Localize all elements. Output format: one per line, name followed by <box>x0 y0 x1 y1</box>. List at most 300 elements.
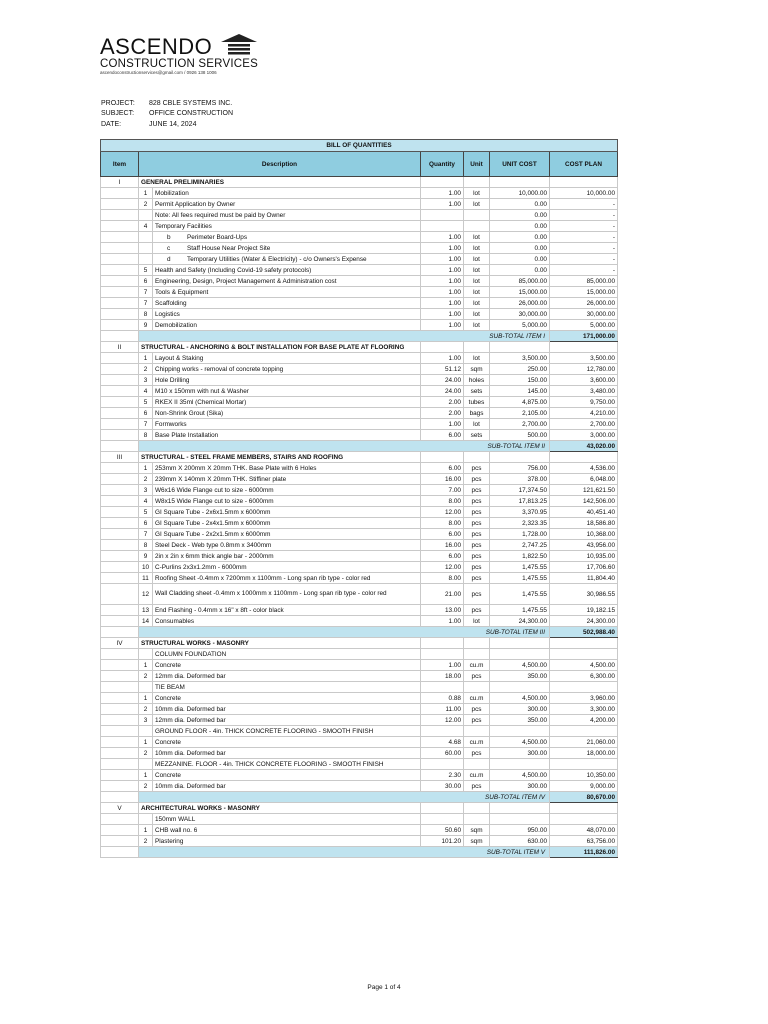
unit-cell: sets <box>464 430 490 441</box>
unit-cost-cell: 1,475.55 <box>490 573 550 584</box>
unit-cost-cell: 2,747.25 <box>490 540 550 551</box>
item-cell <box>101 210 139 221</box>
description-cell: M10 x 150mm with nut & Washer <box>153 386 421 397</box>
line-number: 7 <box>139 287 153 298</box>
quantity-cell <box>421 649 464 660</box>
table-row <box>101 693 618 704</box>
unit-cost-cell: 1,822.50 <box>490 551 550 562</box>
quantity-cell: 6.00 <box>421 463 464 474</box>
description-cell: COLUMN FOUNDATION <box>153 649 421 660</box>
cost-plan-cell: 3,600.00 <box>550 375 618 386</box>
sub-letter: b <box>167 233 171 241</box>
blank-cell <box>464 638 490 649</box>
item-cell <box>101 232 139 243</box>
line-number: 2 <box>139 836 153 847</box>
quantity-cell: 2.30 <box>421 770 464 781</box>
item-cell <box>101 605 139 616</box>
cost-plan-cell: 121,621.50 <box>550 485 618 496</box>
item-cell <box>101 320 139 331</box>
subtotal-value: 502,988.40 <box>550 627 618 638</box>
line-number: 1 <box>139 737 153 748</box>
quantity-cell: 2.00 <box>421 397 464 408</box>
quantity-cell: 1.00 <box>421 298 464 309</box>
item-cell <box>101 254 139 265</box>
unit-cell: lot <box>464 353 490 364</box>
section-number: V <box>101 803 139 814</box>
cost-plan-cell: 2,700.00 <box>550 419 618 430</box>
subtotal-row <box>101 792 618 803</box>
blank-cell <box>421 638 464 649</box>
table-row <box>101 474 618 485</box>
description-cell: GROUND FLOOR - 4in. THICK CONCRETE FLOORING - SMOOTH FINISH <box>153 726 421 737</box>
table-row <box>101 814 618 825</box>
table-row <box>101 682 618 693</box>
cost-plan-cell: 10,368.00 <box>550 529 618 540</box>
line-number: 10 <box>139 562 153 573</box>
cost-plan-cell: 9,000.00 <box>550 781 618 792</box>
blank-cell <box>490 177 550 188</box>
table-row <box>101 737 618 748</box>
sub-letter: d <box>167 255 171 263</box>
description-cell: End Flashing - 0.4mm x 16" x 8ft - color black <box>153 605 421 616</box>
unit-cell: cu.m <box>464 737 490 748</box>
project-info-value: OFFICE CONSTRUCTION <box>149 110 233 118</box>
unit-cost-cell: 1,475.55 <box>490 584 550 605</box>
line-number: 4 <box>139 221 153 232</box>
cost-plan-cell: 3,480.00 <box>550 386 618 397</box>
table-row <box>101 375 618 386</box>
quantity-cell: 16.00 <box>421 474 464 485</box>
unit-cost-cell: 0.00 <box>490 210 550 221</box>
line-number <box>139 232 153 243</box>
unit-cell: pcs <box>464 485 490 496</box>
quantity-cell: 8.00 <box>421 573 464 584</box>
unit-cell <box>464 814 490 825</box>
description-cell: 2in x 2in x 6mm thick angle bar - 2000mm <box>153 551 421 562</box>
cost-plan-cell: 4,536.00 <box>550 463 618 474</box>
description-cell: Engineering, Design, Project Management & Administration cost <box>153 276 421 287</box>
quantity-cell: 4.68 <box>421 737 464 748</box>
subtotal-value: 80,670.00 <box>550 792 618 803</box>
table-row <box>101 562 618 573</box>
company-name: ASCENDO <box>100 34 213 59</box>
blank-cell <box>421 342 464 353</box>
description-cell: Base Plate Installation <box>153 430 421 441</box>
project-info-value: JUNE 14, 2024 <box>149 120 197 128</box>
cost-plan-cell <box>550 649 618 660</box>
quantity-cell: 1.00 <box>421 287 464 298</box>
cost-plan-cell <box>550 682 618 693</box>
unit-cell: pcs <box>464 671 490 682</box>
unit-cell <box>464 759 490 770</box>
cost-plan-cell: 43,956.00 <box>550 540 618 551</box>
description-cell: 10mm dia. Deformed bar <box>153 704 421 715</box>
cost-plan-cell: 3,960.00 <box>550 693 618 704</box>
unit-cost-cell <box>490 649 550 660</box>
unit-cell <box>464 210 490 221</box>
description-cell: MEZZANINE. FLOOR - 4in. THICK CONCRETE FLOORING - SMOOTH FINISH <box>153 759 421 770</box>
table-row <box>101 660 618 671</box>
unit-cell: pcs <box>464 704 490 715</box>
description-cell <box>153 232 421 243</box>
quantity-cell: 1.00 <box>421 276 464 287</box>
unit-cell: pcs <box>464 584 490 605</box>
company-contact: ascendoconstructionservices@gmail.com / 0926 138 1006 <box>100 70 217 75</box>
table-row <box>101 649 618 660</box>
line-number: 2 <box>139 781 153 792</box>
blank-cell <box>464 177 490 188</box>
cost-plan-cell: 4,500.00 <box>550 660 618 671</box>
unit-cell: lot <box>464 419 490 430</box>
item-cell <box>101 540 139 551</box>
item-cell <box>101 397 139 408</box>
line-number: 1 <box>139 353 153 364</box>
cost-plan-cell: - <box>550 232 618 243</box>
line-number: 6 <box>139 276 153 287</box>
unit-cell: lot <box>464 309 490 320</box>
description-cell: 12mm dia. Deformed bar <box>153 671 421 682</box>
section-number: II <box>101 342 139 353</box>
item-cell <box>101 496 139 507</box>
description-text: Temporary Utilities (Water & Electricity) - c/o Owners's Expense <box>187 255 367 263</box>
line-number: 2 <box>139 704 153 715</box>
line-number: 5 <box>139 265 153 276</box>
description-cell: Wall Cladding sheet -0.4mm x 1000mm x 1100mm - Long span rib type - color red <box>153 584 421 605</box>
unit-cell: pcs <box>464 529 490 540</box>
table-row <box>101 825 618 836</box>
line-number: 12 <box>139 584 153 605</box>
cost-plan-cell: 11,804.40 <box>550 573 618 584</box>
quantity-cell: 12.00 <box>421 507 464 518</box>
quantity-cell: 1.00 <box>421 353 464 364</box>
unit-cell: pcs <box>464 496 490 507</box>
table-row <box>101 353 618 364</box>
quantity-cell: 11.00 <box>421 704 464 715</box>
sub-letter: c <box>167 244 171 252</box>
unit-cost-cell: 300.00 <box>490 781 550 792</box>
unit-cell: pcs <box>464 781 490 792</box>
cost-plan-cell: 21,060.00 <box>550 737 618 748</box>
line-number: 5 <box>139 507 153 518</box>
unit-cell: lot <box>464 616 490 627</box>
cost-plan-cell: 30,986.55 <box>550 584 618 605</box>
table-row <box>101 287 618 298</box>
line-number: 2 <box>139 474 153 485</box>
line-number: 9 <box>139 320 153 331</box>
quantity-cell: 30.00 <box>421 781 464 792</box>
item-cell <box>101 419 139 430</box>
item-cell <box>101 660 139 671</box>
unit-cost-cell: 0.00 <box>490 221 550 232</box>
description-cell: Roofing Sheet -0.4mm x 7200mm x 1100mm - Long span rib type - color red <box>153 573 421 584</box>
project-info-row <box>101 109 233 119</box>
quantity-cell: 13.00 <box>421 605 464 616</box>
description-cell: 239mm X 140mm X 20mm THK. Stiffiner plate <box>153 474 421 485</box>
blank-cell <box>490 452 550 463</box>
cost-plan-cell: 19,182.15 <box>550 605 618 616</box>
table-row <box>101 726 618 737</box>
line-number: 9 <box>139 551 153 562</box>
table-row <box>101 551 618 562</box>
cost-plan-cell: 18,586.80 <box>550 518 618 529</box>
section-row <box>101 177 618 188</box>
line-number: 2 <box>139 671 153 682</box>
unit-cost-cell: 2,323.35 <box>490 518 550 529</box>
cost-plan-cell <box>550 759 618 770</box>
cost-plan-cell <box>550 814 618 825</box>
unit-cell: lot <box>464 232 490 243</box>
section-row <box>101 803 618 814</box>
quantity-cell <box>421 221 464 232</box>
description-cell: Layout & Staking <box>153 353 421 364</box>
unit-cost-cell: 1,728.00 <box>490 529 550 540</box>
item-cell <box>101 737 139 748</box>
table-row <box>101 704 618 715</box>
cost-plan-cell: - <box>550 210 618 221</box>
cost-plan-cell: 10,000.00 <box>550 188 618 199</box>
line-number <box>139 254 153 265</box>
unit-cost-cell <box>490 682 550 693</box>
cost-plan-cell: 4,210.00 <box>550 408 618 419</box>
description-cell: Demobilization <box>153 320 421 331</box>
header-description: Description <box>139 152 421 177</box>
quantity-cell: 1.00 <box>421 320 464 331</box>
table-row <box>101 309 618 320</box>
table-row <box>101 298 618 309</box>
blank-cell <box>490 803 550 814</box>
quantity-cell: 1.00 <box>421 188 464 199</box>
quantity-cell: 2.00 <box>421 408 464 419</box>
cost-plan-cell: 3,500.00 <box>550 353 618 364</box>
subtotal-row <box>101 627 618 638</box>
table-row <box>101 232 618 243</box>
quantity-cell: 1.00 <box>421 616 464 627</box>
blank-cell <box>421 803 464 814</box>
unit-cost-cell: 150.00 <box>490 375 550 386</box>
unit-cell: lot <box>464 254 490 265</box>
quantity-cell: 0.88 <box>421 693 464 704</box>
project-info-label: PROJECT: <box>101 100 135 107</box>
description-cell <box>153 243 421 254</box>
line-number: 3 <box>139 375 153 386</box>
subtotal-value: 171,000.00 <box>550 331 618 342</box>
line-number: 8 <box>139 540 153 551</box>
item-cell <box>101 726 139 737</box>
table-row <box>101 616 618 627</box>
item-cell <box>101 781 139 792</box>
unit-cost-cell: 3,370.95 <box>490 507 550 518</box>
cost-plan-cell: 5,000.00 <box>550 320 618 331</box>
unit-cell: pcs <box>464 551 490 562</box>
cost-plan-cell: 48,070.00 <box>550 825 618 836</box>
item-cell <box>101 616 139 627</box>
subtotal-value: 111,826.00 <box>550 847 618 858</box>
item-cell <box>101 518 139 529</box>
item-cell <box>101 715 139 726</box>
description-cell: Hole Drilling <box>153 375 421 386</box>
cost-plan-cell: 18,000.00 <box>550 748 618 759</box>
house-logo-icon <box>220 33 258 57</box>
table-row <box>101 507 618 518</box>
subtotal-label: SUB-TOTAL ITEM V <box>139 847 550 858</box>
item-cell <box>101 265 139 276</box>
quantity-cell: 24.00 <box>421 375 464 386</box>
unit-cell: lot <box>464 287 490 298</box>
section-row <box>101 452 618 463</box>
quantity-cell: 101.20 <box>421 836 464 847</box>
table-row <box>101 529 618 540</box>
line-number <box>139 682 153 693</box>
line-number <box>139 243 153 254</box>
table-row <box>101 573 618 584</box>
company-tagline: CONSTRUCTION SERVICES <box>100 58 258 70</box>
quantity-cell <box>421 210 464 221</box>
unit-cell <box>464 649 490 660</box>
unit-cost-cell: 5,000.00 <box>490 320 550 331</box>
description-cell: Tools & Equipment <box>153 287 421 298</box>
item-cell <box>101 463 139 474</box>
unit-cost-cell: 2,700.00 <box>490 419 550 430</box>
line-number <box>139 649 153 660</box>
description-cell: CHB wall no. 6 <box>153 825 421 836</box>
item-cell <box>101 507 139 518</box>
unit-cost-cell: 0.00 <box>490 265 550 276</box>
subtotal-label: SUB-TOTAL ITEM II <box>139 441 550 452</box>
unit-cost-cell: 85,000.00 <box>490 276 550 287</box>
line-number: 8 <box>139 430 153 441</box>
line-number: 3 <box>139 485 153 496</box>
project-info-row <box>101 120 233 130</box>
table-row <box>101 188 618 199</box>
description-cell: Temporary Facilities <box>153 221 421 232</box>
description-cell: Logistics <box>153 309 421 320</box>
project-info-label: DATE: <box>101 120 122 128</box>
table-row <box>101 397 618 408</box>
description-cell: 12mm dia. Deformed bar <box>153 715 421 726</box>
unit-cost-cell: 630.00 <box>490 836 550 847</box>
description-cell: RKEX II 35ml (Chemical Mortar) <box>153 397 421 408</box>
blank-cell <box>490 638 550 649</box>
line-number: 3 <box>139 715 153 726</box>
unit-cost-cell: 4,500.00 <box>490 770 550 781</box>
item-cell <box>101 682 139 693</box>
item-cell <box>101 199 139 210</box>
unit-cell: pcs <box>464 573 490 584</box>
table-row <box>101 715 618 726</box>
description-cell: Mobilization <box>153 188 421 199</box>
cost-plan-cell: 10,350.00 <box>550 770 618 781</box>
unit-cost-cell: 1,475.55 <box>490 605 550 616</box>
table-row <box>101 199 618 210</box>
description-cell: 10mm dia. Deformed bar <box>153 781 421 792</box>
item-cell <box>101 825 139 836</box>
table-row <box>101 386 618 397</box>
table-row <box>101 770 618 781</box>
description-text: Staff House Near Project Site <box>187 244 271 252</box>
line-number: 2 <box>139 364 153 375</box>
unit-cost-cell: 378.00 <box>490 474 550 485</box>
unit-cost-cell: 17,374.50 <box>490 485 550 496</box>
table-row <box>101 518 618 529</box>
section-title: STRUCTURAL - ANCHORING & BOLT INSTALLATION FOR BASE PLATE AT FLOORING <box>139 342 421 353</box>
quantity-cell <box>421 759 464 770</box>
quantity-cell: 1.00 <box>421 232 464 243</box>
unit-cost-cell <box>490 759 550 770</box>
table-row <box>101 496 618 507</box>
table-row <box>101 671 618 682</box>
blank-cell <box>490 342 550 353</box>
quantity-cell: 1.00 <box>421 265 464 276</box>
project-info <box>101 99 233 130</box>
subtotal-row <box>101 847 618 858</box>
unit-cost-cell: 250.00 <box>490 364 550 375</box>
unit-cell: lot <box>464 199 490 210</box>
header-cost-plan: COST PLAN <box>550 152 618 177</box>
cost-plan-cell: 3,300.00 <box>550 704 618 715</box>
line-number: 14 <box>139 616 153 627</box>
item-cell <box>101 474 139 485</box>
item-cell <box>101 276 139 287</box>
description-cell <box>153 254 421 265</box>
unit-cell: pcs <box>464 540 490 551</box>
item-cell <box>101 529 139 540</box>
unit-cost-cell: 2,105.00 <box>490 408 550 419</box>
unit-cost-cell: 4,500.00 <box>490 693 550 704</box>
item-cell <box>101 693 139 704</box>
subtotal-row <box>101 331 618 342</box>
blank-cell <box>550 452 618 463</box>
unit-cost-cell: 0.00 <box>490 199 550 210</box>
blank-cell <box>101 331 139 342</box>
description-cell: Chipping works - removal of concrete topping <box>153 364 421 375</box>
company-logo <box>100 36 320 80</box>
description-cell: Concrete <box>153 660 421 671</box>
table-row <box>101 759 618 770</box>
line-number: 1 <box>139 770 153 781</box>
cost-plan-cell: 3,000.00 <box>550 430 618 441</box>
unit-cost-cell: 756.00 <box>490 463 550 474</box>
quantity-cell: 24.00 <box>421 386 464 397</box>
unit-cell: pcs <box>464 562 490 573</box>
unit-cell: cu.m <box>464 660 490 671</box>
line-number: 5 <box>139 397 153 408</box>
unit-cell: lot <box>464 243 490 254</box>
item-cell <box>101 562 139 573</box>
quantity-cell: 8.00 <box>421 518 464 529</box>
quantity-cell: 6.00 <box>421 430 464 441</box>
line-number: 1 <box>139 693 153 704</box>
unit-cell <box>464 221 490 232</box>
description-cell: Concrete <box>153 737 421 748</box>
unit-cost-cell: 350.00 <box>490 715 550 726</box>
description-cell: Consumables <box>153 616 421 627</box>
bill-of-quantities-table <box>100 139 618 858</box>
description-cell: TIE BEAM <box>153 682 421 693</box>
quantity-cell: 60.00 <box>421 748 464 759</box>
item-cell <box>101 353 139 364</box>
cost-plan-cell: 24,300.00 <box>550 616 618 627</box>
unit-cost-cell: 0.00 <box>490 243 550 254</box>
unit-cost-cell: 350.00 <box>490 671 550 682</box>
line-number: 13 <box>139 605 153 616</box>
line-number: 7 <box>139 298 153 309</box>
description-cell: GI Square Tube - 2x4x1.5mm x 6000mm <box>153 518 421 529</box>
unit-cell: bags <box>464 408 490 419</box>
section-title: STRUCTURAL WORKS - MASONRY <box>139 638 421 649</box>
cost-plan-cell: 26,000.00 <box>550 298 618 309</box>
description-cell: 150mm WALL <box>153 814 421 825</box>
section-title: STRUCTURAL - STEEL FRAME MEMBERS, STAIRS AND ROOFING <box>139 452 421 463</box>
